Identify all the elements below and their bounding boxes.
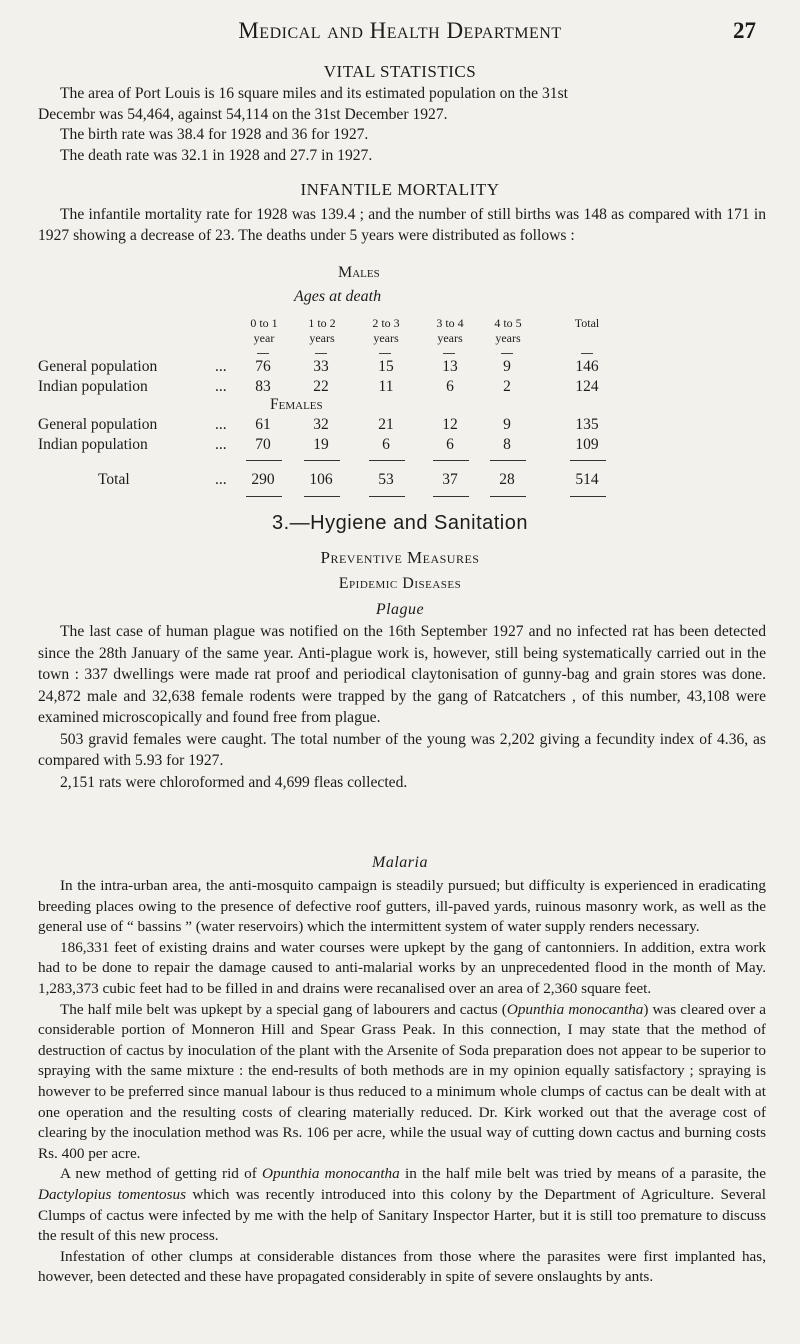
running-header (0, 18, 800, 48)
vital-line: The area of Port Louis is 16 square miles and its estimated population on the 31st (60, 85, 568, 102)
plague-paragraph: 2,151 rats were chloroformed and 4,699 fleas collected. (60, 773, 408, 791)
total-rule (369, 496, 405, 497)
infantile-paragraph: The infantile mortality rate for 1928 was 139.4 ; and the number of still births was 148 as compared with 171 in 1927 showing a decrease of 23. The deaths under 5 years were distributed as follows : (38, 206, 766, 244)
vital-line: The death rate was 32.1 in 1928 and 27.7 in 1927. (60, 146, 373, 164)
vital-statistics-heading: VITAL STATISTICS (323, 62, 477, 81)
header-dash (315, 353, 327, 354)
total-rule (246, 496, 282, 497)
department-title: Medical and Health Department (238, 18, 562, 43)
header-dash (257, 353, 269, 354)
malaria-paragraph: The half mile belt was upkept by a special gang of labourers and cactus (Opunthia monocantha) was cleared over a considerable portion of Monneron Hill and Spear Grass Peak. In this connection, I may state that the method of destruction of cactus by inoculation of the plant with the Arsenite of Soda preparation does not appear to be superior to spraying with the same mixture : the end-results of both methods are in my opinion equally satisfactory ; spraying is however to be preferred since manual labour is thus reduced to a minimum whole clumps of cactus can be dealt with at one operation and the resulting costs of clearing materially reduced. Dr. Kirk worked out that the average cost of clearing by the inoculation method was Rs. 106 per acre, while the usual way of cutting down cactus and burning costs Rs. 400 per acre. (38, 1000, 766, 1162)
females-label: Females (270, 396, 323, 413)
total-rule (304, 496, 340, 497)
sum-rule (369, 460, 405, 461)
malaria-heading: Malaria (372, 854, 428, 871)
vital-line: The birth rate was 38.4 for 1928 and 36 for 1927. (60, 126, 369, 143)
column-header: 0 to 1 year (250, 316, 278, 345)
column-header: 1 to 2 years (308, 316, 336, 345)
plague-paragraph: 503 gravid females were caught. The total number of the young was 2,202 giving a fecundity index of 4.36, as compared with 5.93 for 1927. (38, 730, 766, 769)
total-rule (570, 496, 606, 497)
malaria-paragraph: Infestation of other clumps at considerable distances from those where the parasites were first implanted has, however, been detected and these have propagated considerably in spite of severe onslaughts by ants. (38, 1247, 766, 1286)
malaria-paragraph: 186,331 feet of existing drains and water courses were upkept by the gang of cantonniers. In addition, extra work had to be done to repair the damage caused to anti-malarial works by an unprecedented flood in the month of May. 1,283,373 cubic feet had to be filled in and drains were recanalised over an area of 2,360 square feet. (38, 938, 766, 997)
header-dash (443, 353, 455, 354)
males-label: Males (338, 264, 380, 281)
plague-heading: Plague (375, 601, 425, 618)
page-number: 27 (733, 18, 756, 43)
epidemic-diseases-heading: Epidemic Diseases (338, 575, 462, 592)
plague-section (38, 621, 766, 793)
plague-paragraph: The last case of human plague was notified on the 16th September 1927 and no infected rat has been detected since the 28th January of the same year. Anti-plague work is, however, still being systematically carried out in the town : 337 dwellings were made rat proof and periodical claytonisation of gunny-bag and grain stores was done. 24,872 male and 32,638 female rodents were trapped by the gang of Ratcatchers , of this number, 43,108 were examined microscopically and found free from plague. (38, 623, 766, 726)
header-dash (379, 353, 391, 354)
column-header: 4 to 5 years (494, 316, 522, 345)
total-rule (433, 496, 469, 497)
total-rule (490, 496, 526, 497)
malaria-paragraph: A new method of getting rid of Opunthia monocantha in the half mile belt was tried by means of a parasite, the Dactylopius tomentosus which was recently introduced into this colony by the Department of Agriculture. Several Clumps of cactus were infected by me with the help of Sanitary Inspector Harter, but it is still too premature to discuss the result of this new process. (38, 1165, 767, 1245)
column-header: 2 to 3 years (372, 316, 400, 345)
sum-rule (490, 460, 526, 461)
table-row: General population ... 61 32 21 12 9 135 (38, 416, 599, 433)
table-total-row: Total ... 290 106 53 37 28 514 (98, 471, 599, 488)
vital-line: Decembr was 54,464, against 54,114 on the 31st December 1927. (38, 105, 448, 123)
sum-rule (570, 460, 606, 461)
infantile-mortality-text (38, 205, 766, 246)
sum-rule (246, 460, 282, 461)
ages-at-death-label: Ages at death (294, 288, 382, 305)
malaria-section (38, 876, 766, 1288)
header-dash (581, 353, 593, 354)
preventive-measures-heading: Preventive Measures (320, 548, 480, 567)
table-row: Indian population ... 83 22 11 6 2 124 (38, 378, 599, 395)
column-header: Total (574, 316, 600, 330)
sum-rule (304, 460, 340, 461)
sum-rule (433, 460, 469, 461)
table-row: General population ... 76 33 15 13 9 146 (38, 358, 599, 375)
hygiene-heading: 3.—Hygiene and Sanitation (272, 512, 528, 534)
table-row: Indian population ... 70 19 6 6 8 109 (38, 436, 599, 453)
column-header: 3 to 4 years (436, 316, 464, 345)
header-dash (501, 353, 513, 354)
malaria-paragraph: In the intra-urban area, the anti-mosquito campaign is steadily pursued; but difficulty is experienced in eradicating breeding places owing to the presence of defective roof gutters, ill-paved yards, ruinous masonry work, as well as the general use of “ bassins ” (water reservoirs) which the intermittent system of water supply renders necessary. (38, 877, 766, 936)
infantile-mortality-heading: INFANTILE MORTALITY (300, 180, 500, 199)
vital-statistics-text (38, 84, 766, 166)
